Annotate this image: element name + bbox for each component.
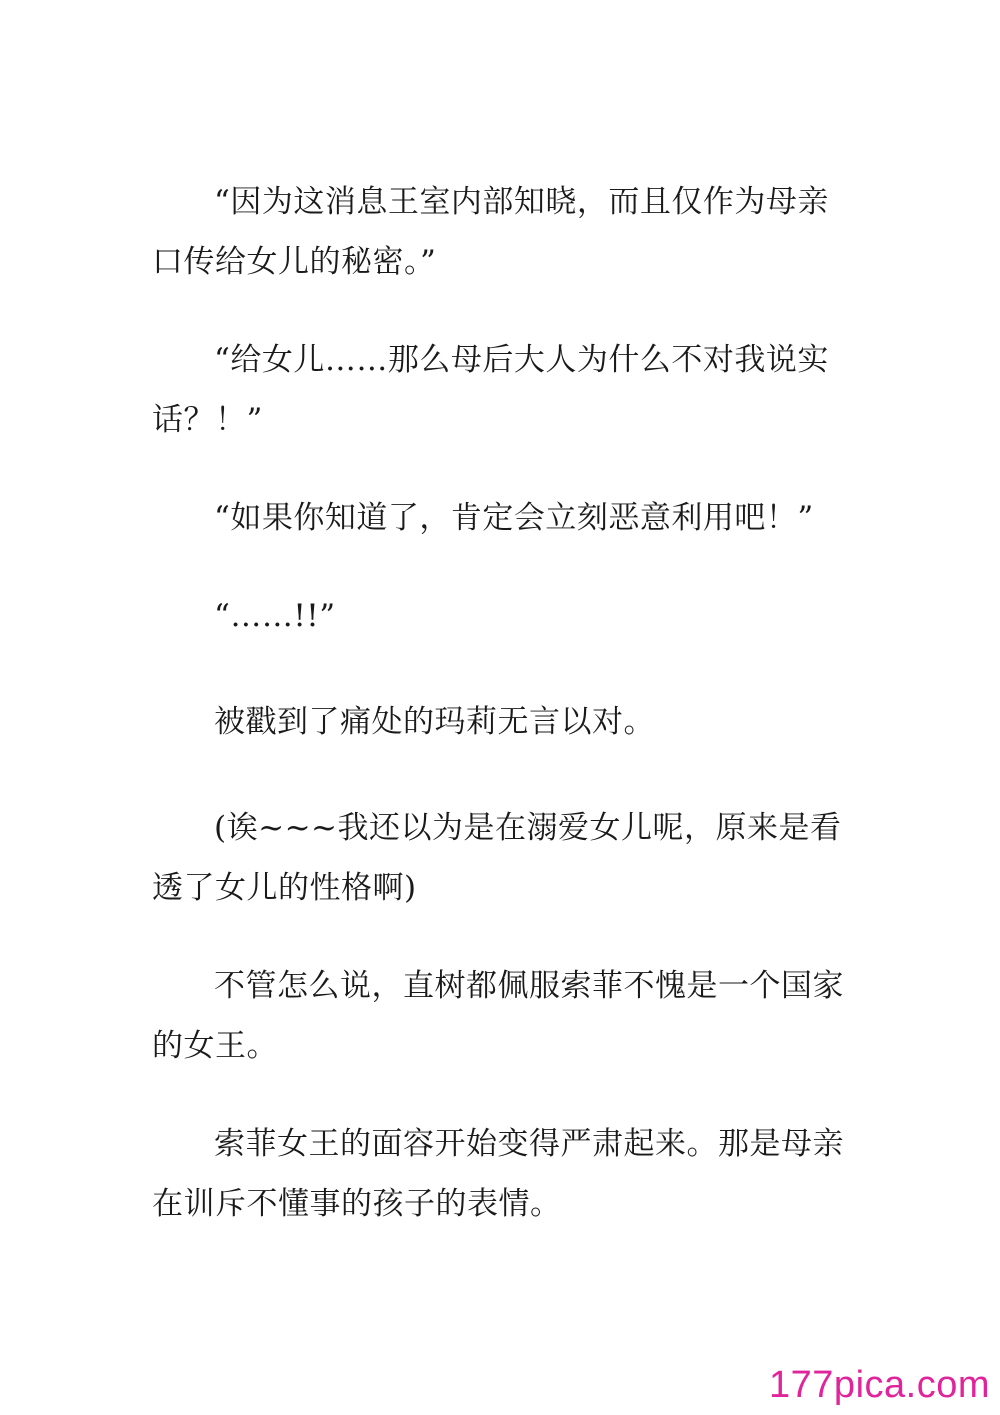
watermark-text: 177pica.com [769,1364,990,1406]
paragraph-1: “因为这消息王室内部知晓，而且仅作为母亲口传给女儿的秘密。” [152,184,829,280]
paragraph-5: 被戳到了痛处的玛莉无言以对。 [214,704,655,740]
paragraph-8: 索菲女王的面容开始变得严肃起来。那是母亲在训斥不懂事的孩子的表情。 [152,1126,844,1222]
paragraph-2: “给女儿……那么母后大人为什么不对我说实话？！” [152,342,829,438]
paragraph-6: (诶~~~我还以为是在溺爱女儿呢，原来是看透了女儿的性格啊) [152,810,842,906]
paragraph-4: “……!!” [214,598,336,634]
paragraph-3: “如果你知道了，肯定会立刻恶意利用吧！” [214,500,814,536]
paragraph-7: 不管怎么说，直树都佩服索菲不愧是一个国家的女王。 [152,968,844,1064]
